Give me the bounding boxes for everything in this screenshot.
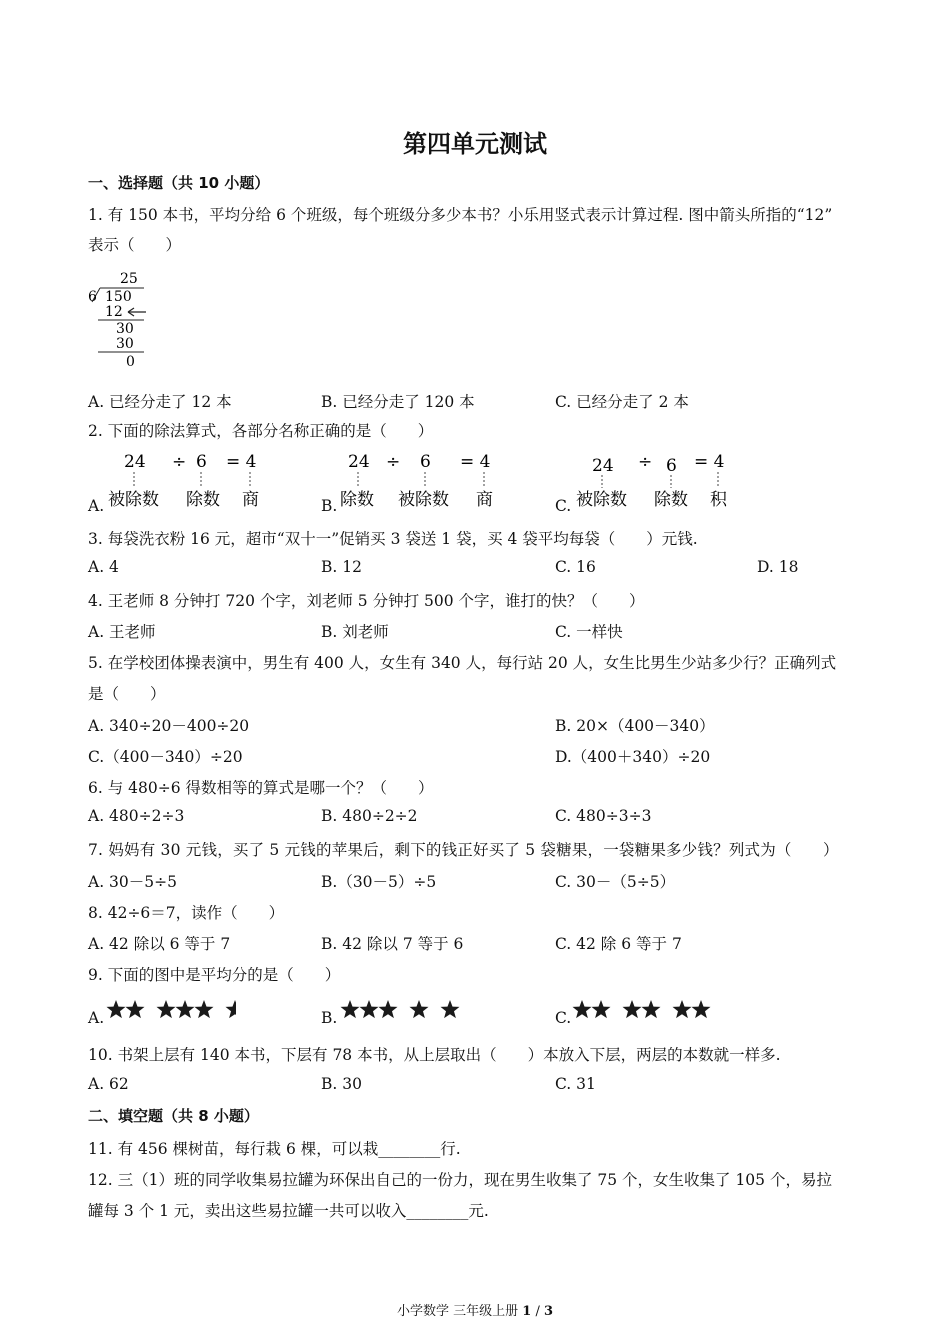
star-icon <box>692 1000 711 1018</box>
long-division-dividend: 150 <box>105 289 132 305</box>
star-groups-figure-a <box>106 996 236 1024</box>
star-icon <box>107 1000 126 1018</box>
star-groups-figure-b <box>340 996 470 1024</box>
equation-divide-sign: ÷ <box>386 452 401 472</box>
long-division-quotient: 25 <box>120 271 138 287</box>
star-icon <box>592 1000 611 1018</box>
question-5-option-a[interactable]: A. 340÷20－400÷20 <box>88 717 250 735</box>
question-9-option-a[interactable]: A. <box>88 1009 105 1027</box>
part-label: 除数 <box>186 490 220 510</box>
question-1-option-a[interactable]: A. 已经分走了 12 本 <box>88 393 232 411</box>
long-division-step-30b: 30 <box>116 336 134 352</box>
long-division-remainder: 0 <box>126 354 135 370</box>
question-4-option-b[interactable]: B. 刘老师 <box>321 623 389 641</box>
page-footer <box>0 1300 950 1319</box>
question-6-option-b[interactable]: B. 480÷2÷2 <box>321 807 418 825</box>
question-1-option-c[interactable]: C. 已经分走了 2 本 <box>555 393 689 411</box>
question-8-option-b[interactable]: B. 42 除以 7 等于 6 <box>321 935 464 953</box>
question-5-text-cont: 是（ ） <box>88 685 166 703</box>
page-title: 第四单元测试 <box>403 130 547 158</box>
question-7-option-a[interactable]: A. 30－5÷5 <box>88 873 177 891</box>
part-label: 被除数 <box>576 490 627 510</box>
question-6-text: 6. 与 480÷6 得数相等的算式是哪一个？（ ） <box>88 779 434 797</box>
question-10-option-a[interactable]: A. 62 <box>88 1075 129 1093</box>
star-icon <box>642 1000 661 1018</box>
long-division-figure <box>86 268 166 372</box>
question-2-option-c[interactable]: C. <box>555 497 572 515</box>
question-7-option-b[interactable]: B.（30－5）÷5 <box>321 873 437 891</box>
question-9-option-c[interactable]: C. <box>555 1009 572 1027</box>
question-2-option-b[interactable]: B. <box>321 497 338 515</box>
footer-page-number: 1 <box>522 1304 532 1319</box>
equation-divide-sign: ÷ <box>638 452 653 472</box>
question-1-option-b[interactable]: B. 已经分走了 120 本 <box>321 393 475 411</box>
question-2-text: 2. 下面的除法算式，各部分名称正确的是（ ） <box>88 422 434 440</box>
question-3-text: 3. 每袋洗衣粉 16 元，超市“双十一”促销买 3 袋送 1 袋，买 4 袋平均每袋（ ）元钱. <box>88 530 698 548</box>
long-division-step-30a: 30 <box>116 321 134 337</box>
equation-dividend: 24 <box>592 456 614 476</box>
question-3-option-a[interactable]: A. 4 <box>88 558 119 576</box>
star-groups-figure-c <box>572 996 722 1024</box>
equation-quotient: = 4 <box>460 452 491 472</box>
star-icon <box>341 1000 360 1018</box>
question-6-option-c[interactable]: C. 480÷3÷3 <box>555 807 652 825</box>
question-7-option-c[interactable]: C. 30－（5÷5） <box>555 873 676 891</box>
star-icon <box>673 1000 692 1018</box>
star-icon <box>195 1000 214 1018</box>
question-4-option-a[interactable]: A. 王老师 <box>88 623 156 641</box>
question-3-option-c[interactable]: C. 16 <box>555 558 596 576</box>
part-label: 商 <box>476 490 493 510</box>
section-heading-fill: 二、填空题（共 8 小题） <box>88 1107 259 1125</box>
equation-divisor: 6 <box>196 452 207 472</box>
question-4-option-c[interactable]: C. 一样快 <box>555 623 623 641</box>
question-5-option-c[interactable]: C.（400－340）÷20 <box>88 748 243 766</box>
star-icon <box>360 1000 379 1018</box>
division-parts-figure-b <box>338 447 508 511</box>
part-label: 除数 <box>654 490 688 510</box>
question-12-text-cont: 罐每 3 个 1 元，卖出这些易拉罐一共可以收入________元. <box>88 1202 489 1220</box>
star-icon <box>410 1000 429 1018</box>
footer-separator: / <box>535 1304 540 1319</box>
question-6-option-a[interactable]: A. 480÷2÷3 <box>88 807 185 825</box>
section-heading-choice: 一、选择题（共 10 小题） <box>88 174 270 192</box>
part-label: 被除数 <box>108 490 159 510</box>
equation-quotient: = 4 <box>694 452 725 472</box>
star-icon <box>176 1000 195 1018</box>
question-1-text-cont: 表示（ ） <box>88 236 182 254</box>
question-3-option-b[interactable]: B. 12 <box>321 558 362 576</box>
star-icon <box>573 1000 592 1018</box>
question-8-option-c[interactable]: C. 42 除 6 等于 7 <box>555 935 682 953</box>
footer-page-total: 3 <box>543 1304 554 1319</box>
star-icon <box>226 1000 237 1018</box>
star-icon <box>441 1000 460 1018</box>
question-9-option-b[interactable]: B. <box>321 1009 338 1027</box>
question-1-text: 1. 有 150 本书，平均分给 6 个班级，每个班级分多少本书？小乐用竖式表示计算过程. 图中箭头所指的“12” <box>88 206 833 224</box>
question-7-text: 7. 妈妈有 30 元钱，买了 5 元钱的苹果后，剩下的钱正好买了 5 袋糖果，一袋糖果多少钱？列式为（ ） <box>88 841 839 859</box>
footer-course: 小学数学 三年级上册 <box>396 1304 519 1319</box>
equation-dividend: 24 <box>348 452 370 472</box>
question-8-option-a[interactable]: A. 42 除以 6 等于 7 <box>88 935 231 953</box>
part-label: 商 <box>242 490 259 510</box>
equation-divisor: 6 <box>666 456 677 476</box>
equation-divisor: 6 <box>420 452 431 472</box>
question-8-text: 8. 42÷6＝7，读作（ ） <box>88 904 285 922</box>
question-10-option-b[interactable]: B. 30 <box>321 1075 362 1093</box>
question-10-text: 10. 书架上层有 140 本书，下层有 78 本书，从上层取出（ ）本放入下层，两层的本数就一样多. <box>88 1046 781 1064</box>
equation-dividend: 24 <box>124 452 146 472</box>
question-2-option-a[interactable]: A. <box>88 497 105 515</box>
question-3-option-d[interactable]: D. 18 <box>757 558 799 576</box>
equation-divide-sign: ÷ <box>172 452 187 472</box>
star-icon <box>126 1000 145 1018</box>
question-9-text: 9. 下面的图中是平均分的是（ ） <box>88 966 341 984</box>
division-parts-figure-c <box>572 447 742 511</box>
question-10-option-c[interactable]: C. 31 <box>555 1075 596 1093</box>
question-11-text: 11. 有 456 棵树苗，每行栽 6 棵，可以栽________行. <box>88 1140 461 1158</box>
long-division-step-12: 12 <box>105 304 123 320</box>
star-icon <box>157 1000 176 1018</box>
question-4-text: 4. 王老师 8 分钟打 720 个字，刘老师 5 分钟打 500 个字，谁打的快？（ ） <box>88 592 645 610</box>
long-division-divisor: 6 <box>88 289 97 305</box>
division-parts-figure-a <box>104 447 274 511</box>
star-icon <box>623 1000 642 1018</box>
part-label: 积 <box>710 490 727 510</box>
question-12-text: 12. 三（1）班的同学收集易拉罐为环保出自己的一份力，现在男生收集了 75 个，女生收集了 105 个，易拉 <box>88 1171 832 1189</box>
equation-quotient: = 4 <box>226 452 257 472</box>
question-5-text: 5. 在学校团体操表演中，男生有 400 人，女生有 340 人，每行站 20 人，女生比男生少站多少行？正确列式 <box>88 654 837 672</box>
question-5-option-d[interactable]: D.（400＋340）÷20 <box>555 748 711 766</box>
part-label: 被除数 <box>398 490 449 510</box>
question-5-option-b[interactable]: B. 20×（400－340） <box>555 717 715 735</box>
star-icon <box>379 1000 398 1018</box>
part-label: 除数 <box>340 490 374 510</box>
